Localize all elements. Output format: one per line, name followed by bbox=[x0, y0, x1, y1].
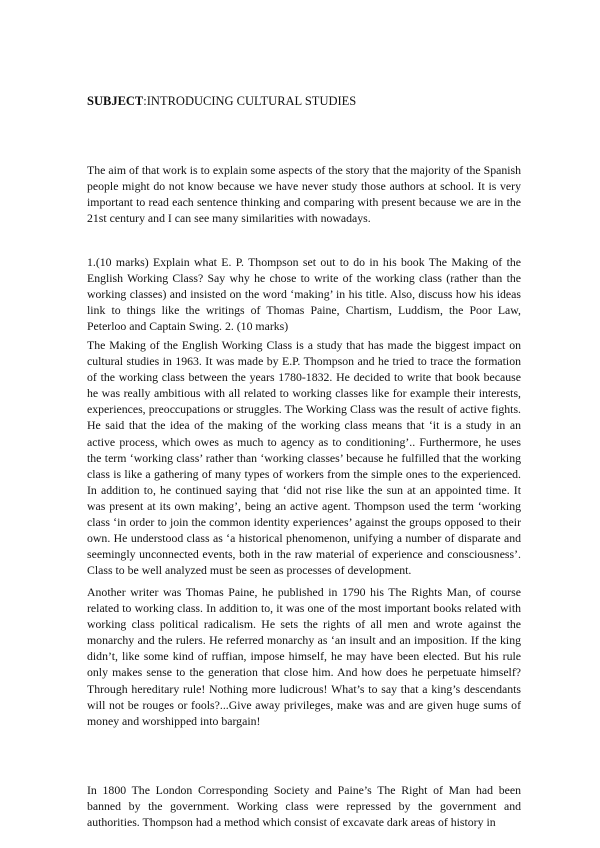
body-paragraph-1800: In 1800 The London Corresponding Society and Paine’s The Right of Man had been banned by the government. Working class were repressed by the government and authorities. Thompson had a method which consist of excavate dark areas of history in bbox=[87, 783, 521, 830]
subject-label: SUBJECT bbox=[87, 94, 144, 108]
intro-paragraph: The aim of that work is to explain some aspects of the story that the majority of the Spanish people might do not know because we have never study those authors at school. It is very important to read each sentence thinking and comparing with present because we are in the 21st century and I can see many similarities with nowadays. bbox=[87, 163, 521, 226]
body-paragraph-thompson: The Making of the English Working Class is a study that has made the biggest impact on cultural studies in 1963. It was made by E.P. Thompson and he tried to trace the formation of the working class between the years 1780-1832. He decided to write that book because he was really ambitious with all related to working classes like for example their interests, experiences, preoccupations or struggles. The Working Class was the result of active fights. He said that the idea of the making of the working class means that ‘it is a study in an active process, which owes as much to agency as to conditioning’.. Furthermore, he uses the term ‘working class’ rather than ‘working classes’ because he fulfilled that the working class is like a gathering of many types of workers from the simple ones to the experienced. In addition to, he continued saying that ‘did not rise like the sun at an appointed time. It was present at its own making’, being an active agent. Thompson used the term ‘working class ‘in order to join the common identity experiences’ against the groups opposed to their own. He understood class as ‘a historical phenomenon, unifying a number of disparate and seemingly unconnected events, both in the raw material of experience and consciousness’. Class to be well analyzed must be seen as processes of development. bbox=[87, 338, 521, 578]
question-paragraph: 1.(10 marks) Explain what E. P. Thompson set out to do in his book The Making of the English Working Class? Say why he chose to write of the working class (rather than the working classes) and insisted on the word ‘making’ in his title. Also, discuss how his ideas link to things like the writings of Thomas Paine, Chartism, Luddism, the Poor Law, Peterloo and Captain Swing. 2. (10 marks) bbox=[87, 255, 521, 334]
subject-value: :INTRODUCING CULTURAL STUDIES bbox=[143, 94, 357, 108]
subject-heading bbox=[87, 93, 517, 109]
body-paragraph-paine: Another writer was Thomas Paine, he published in 1790 his The Rights Man, of course related to working class. In addition to, it was one of the most important books related with working class political radicalism. He sets the rights of all men and wrote against the monarchy and the rulers. He referred monarchy as ‘an insult and an imposition. If the king didn’t, like some kind of ruffian, impose himself, he may have been elected. But his rule only makes sense to the generation that close him. And how does he perpetuate himself? Through hereditary rule! Nothing more ludicrous! What’s to say that a king’s descendants will not be rouges or fools?...Give away privileges, make was and are given huge sums of money and worshipped into bargain! bbox=[87, 585, 521, 728]
